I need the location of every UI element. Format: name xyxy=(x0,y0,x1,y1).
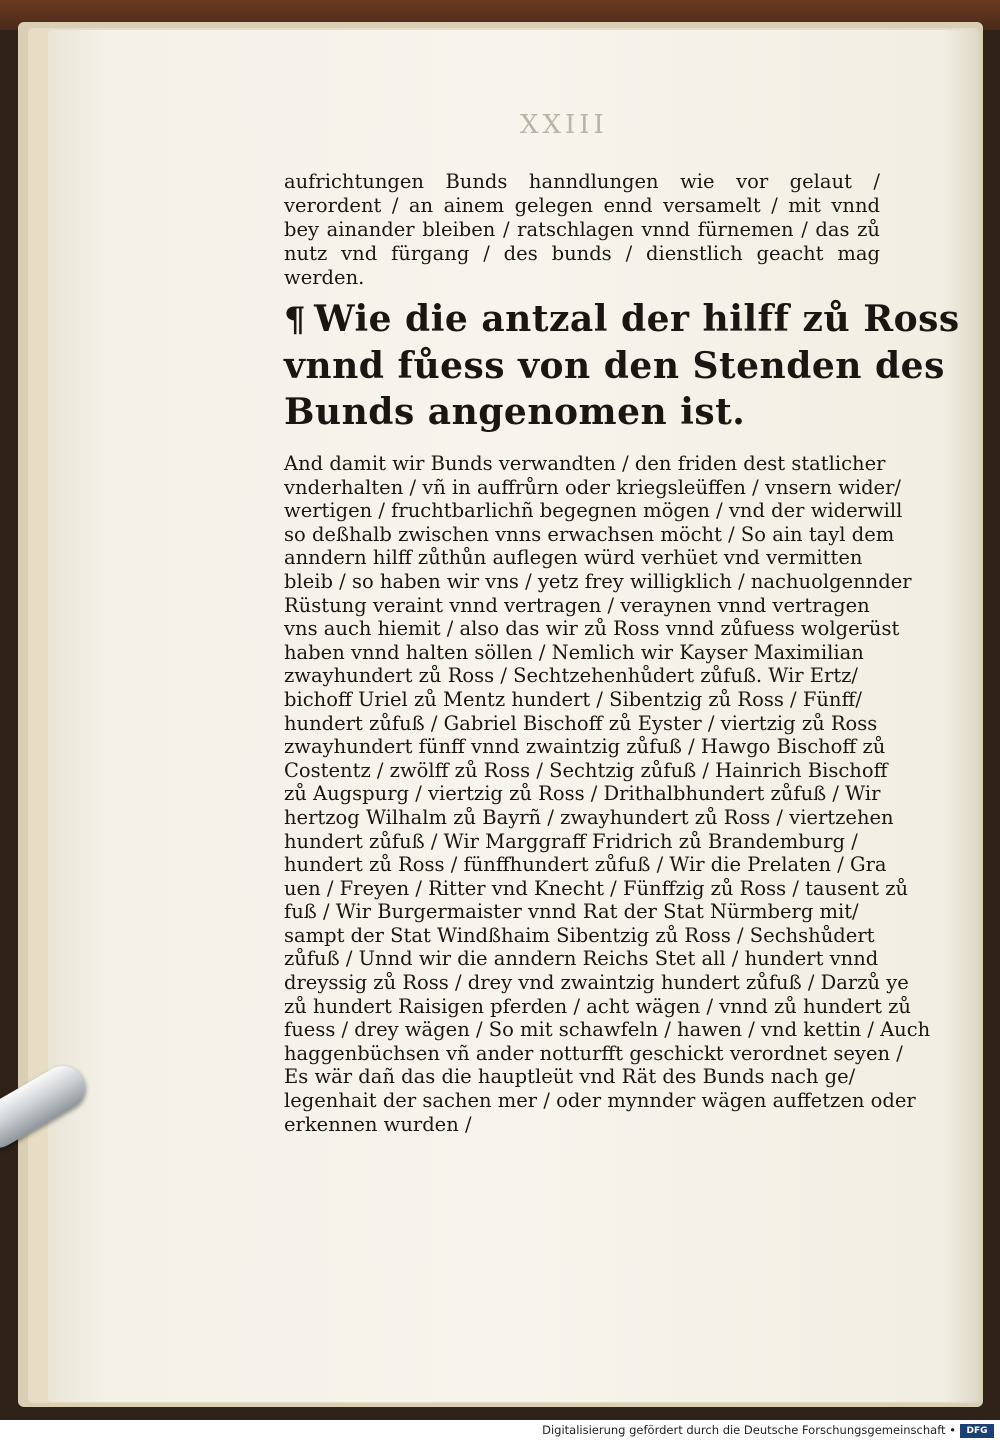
paragraph-intro xyxy=(284,170,880,290)
body-line: dreyssig zů Ross / drey vnd zwaintzig hundert zůfuß / Darzů ye xyxy=(284,971,909,995)
paragraph-mark: ¶ xyxy=(284,300,307,340)
section-heading xyxy=(284,296,960,435)
heading-line: Bunds angenomen ist. xyxy=(284,391,746,433)
body-line: erkennen wurden / xyxy=(284,1112,472,1136)
body-line: hertzog Wilhalm zů Bayrñ / zwayhundert zů Ross / viertzehen xyxy=(284,805,894,829)
body-line: zů hundert Raisigen pferden / acht wägen / vnnd zů hundert zů xyxy=(284,994,911,1018)
body-line: zwayhundert zů Ross / Sechtzehenhůdert zůfuß. Wir Ertz/ xyxy=(284,664,859,688)
paragraph-body xyxy=(284,452,931,1136)
body-line: legenhait der sachen mer / oder mynnder wägen auffetzen oder xyxy=(284,1089,916,1113)
body-line: anndern hilff zůthůn auflegen würd verhüet vnd vermitten xyxy=(284,546,863,570)
body-line: fuess / drey wägen / So mit schawfeln / hawen / vnd kettin / Auch xyxy=(284,1018,931,1042)
body-line: so deßhalb zwischen vnns erwachsen möcht / So ain tayl dem xyxy=(284,522,895,546)
body-line: haben vnnd halten söllen / Nemlich wir Kayser Maximilian xyxy=(284,640,864,664)
body-line: bichoff Uriel zů Mentz hundert / Sibentzig zů Ross / Fünff/ xyxy=(284,687,862,711)
heading-line: ¶ Wie die antzal der hilff zů Ross xyxy=(284,298,960,340)
body-line: hundert zůfuß / Wir Marggraff Fridrich zů Brandemburg / xyxy=(284,829,858,853)
dfg-logo: DFG xyxy=(960,1424,994,1438)
body-line: vns auch hiemit / also das wir zů Ross vnnd zůfuess wolgerüst xyxy=(284,617,900,641)
body-line: Rüstung veraint vnnd vertragen / veraynen vnnd vertragen xyxy=(284,593,870,617)
folio-number: XXIII xyxy=(520,110,608,140)
body-line: sampt der Stat Windßhaim Sibentzig zů Ross / Sechshůdert xyxy=(284,923,875,947)
body-line: zů Augspurg / viertzig zů Ross / Drithalbhundert zůfuß / Wir xyxy=(284,782,881,806)
paragraph-intro-text: aufrichtungen Bunds hanndlungen wie vor gelaut / verordent / an ainem gelegen ennd versamelt / mit vnnd bey ainander bleiben / ratschlagen vnnd fürnemen / das zů nutz vnd fürgang / des bunds / dienstlich geacht mag werden. xyxy=(284,170,880,289)
body-line: zwayhundert fünff vnnd zwaintzig zůfuß / Hawgo Bischoff zů xyxy=(284,735,886,759)
body-line: Costentz / zwölff zů Ross / Sechtzig zůfuß / Hainrich Bischoff xyxy=(284,758,888,782)
body-line: haggenbüchsen vñ ander notturfft geschickt verordnet seyen / xyxy=(284,1041,903,1065)
heading-line: vnnd fůess von den Stenden des xyxy=(284,345,945,387)
body-line: vnderhalten / vñ in auffrůrn oder kriegsleüffen / vnsern wider/ xyxy=(284,475,901,499)
body-line: zůfuß / Unnd wir die anndern Reichs Stet all / hundert vnnd xyxy=(284,947,879,971)
body-line: bleib / so haben wir vns / yetz frey willigklich / nachuolgennder xyxy=(284,569,912,593)
body-line: fuß / Wir Burgermaister vnnd Rat der Stat Nürmberg mit/ xyxy=(284,900,859,924)
body-line: hundert zů Ross / fünffhundert zůfuß / Wir die Prelaten / Gra xyxy=(284,853,887,877)
body-line: Es wär dañ das die hauptleüt vnd Rät des Bunds nach ge/ xyxy=(284,1065,856,1089)
body-line: uen / Freyen / Ritter vnd Knecht / Fünffzig zů Ross / tausent zů xyxy=(284,876,909,900)
body-line: And damit wir Bunds verwandten / den friden dest statlicher xyxy=(284,452,886,475)
funding-credit: Digitalisierung gefördert durch die Deutsche Forschungsgemeinschaft • xyxy=(542,1423,956,1437)
body-line: hundert zůfuß / Gabriel Bischoff zů Eyster / viertzig zů Ross xyxy=(284,711,878,735)
body-line: wertigen / fruchtbarlichñ begegnen mögen / vnd der widerwill xyxy=(284,499,903,523)
